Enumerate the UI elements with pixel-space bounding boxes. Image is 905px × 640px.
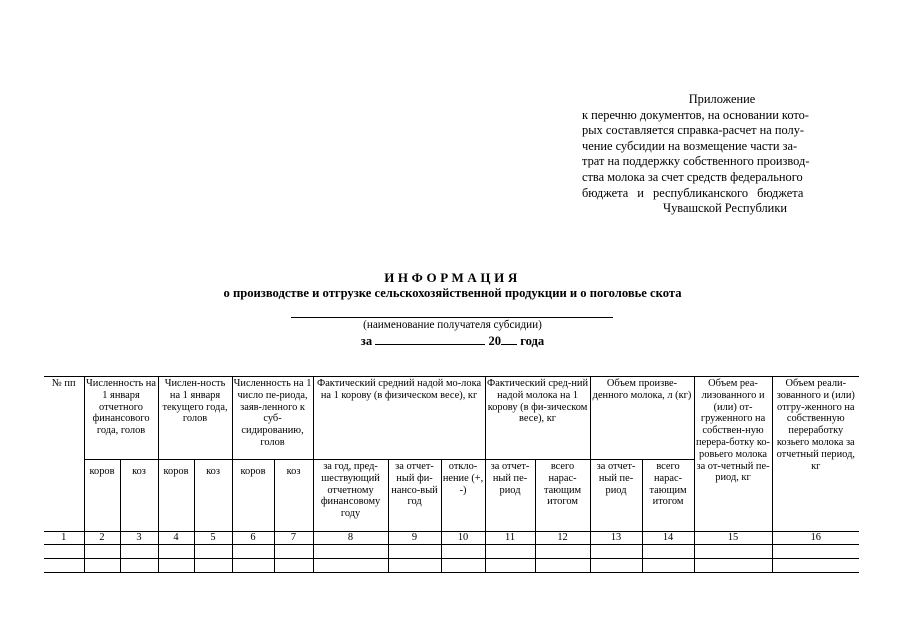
table-row	[44, 558, 859, 572]
header-number: № пп	[44, 377, 84, 532]
table-cell[interactable]	[388, 558, 441, 572]
table-cell[interactable]	[535, 544, 590, 558]
period-line	[0, 333, 905, 349]
header-avg-yield-period: Фактический сред-ний надой молока на 1 корову (в фи-зическом весе), кг	[485, 377, 590, 460]
table-cell[interactable]	[485, 544, 535, 558]
recipient-caption: (наименование получателя субсидии)	[363, 319, 542, 331]
header-avg-yield-year: Фактический средний надой мо-лока на 1 корову (в физическом весе), кг	[313, 377, 485, 460]
subheader-reporting-period: за отчет-ный пе-риод	[590, 460, 642, 532]
column-number: 1	[44, 532, 84, 545]
table-cell[interactable]	[232, 558, 274, 572]
header-count-jan-reporting: Численность на 1 января отчетного финансового года, голов	[84, 377, 158, 460]
table-cell[interactable]	[84, 544, 120, 558]
subheader-cows: коров	[232, 460, 274, 532]
header-cow-milk-shipped: Объем реа-лизованного и (или) от-груженного на собствен-ную перера-ботку ко-ровьего молока за от-четный пе-риод, кг	[694, 377, 772, 532]
livestock-table	[44, 376, 859, 573]
table-cell[interactable]	[772, 544, 859, 558]
column-number: 5	[194, 532, 232, 545]
subheader-goats: коз	[120, 460, 158, 532]
column-number: 13	[590, 532, 642, 545]
table-cell[interactable]	[441, 544, 485, 558]
appendix-heading: Приложение	[688, 92, 756, 106]
table-cell[interactable]	[694, 544, 772, 558]
subheader-prev-year: за год, пред-шествующий отчетному финансовому году	[313, 460, 388, 532]
column-number: 6	[232, 532, 274, 545]
table-cell[interactable]	[194, 558, 232, 572]
table-cell[interactable]	[194, 544, 232, 558]
subheader-reporting-year: за отчет-ный фи-нансо-вый год	[388, 460, 441, 532]
column-number: 12	[535, 532, 590, 545]
appendix-line: рых составляется справка-расчет на полу-	[582, 123, 805, 138]
header-milk-produced: Объем произве-денного молока, л (кг)	[590, 377, 694, 460]
subheader-goats: коз	[274, 460, 313, 532]
subheader-cows: коров	[158, 460, 194, 532]
appendix-last-line: Чувашской Республики	[663, 201, 787, 216]
table-cell[interactable]	[590, 558, 642, 572]
period-prefix: за	[360, 334, 373, 348]
table-cell[interactable]	[313, 544, 388, 558]
table-cell[interactable]	[84, 558, 120, 572]
recipient-blank-line	[291, 317, 613, 318]
table-cell[interactable]	[485, 558, 535, 572]
table-cell[interactable]	[158, 558, 194, 572]
table-cell[interactable]	[642, 558, 694, 572]
column-number: 8	[313, 532, 388, 545]
header-count-jan-current: Числен-ность на 1 января текущего года, голов	[158, 377, 232, 460]
table-cell[interactable]	[274, 558, 313, 572]
table-cell[interactable]	[232, 544, 274, 558]
column-number: 15	[694, 532, 772, 545]
table-row	[44, 544, 859, 558]
table-cell[interactable]	[44, 544, 84, 558]
subheader-goats: коз	[194, 460, 232, 532]
table-cell[interactable]	[694, 558, 772, 572]
column-number: 3	[120, 532, 158, 545]
appendix-line: к перечню документов, на основании кото-	[582, 107, 809, 122]
table-cell[interactable]	[120, 544, 158, 558]
table-cell[interactable]	[590, 544, 642, 558]
header-count-period: Численность на 1 число пе-риода, заяв-ленного к суб-сидированию, голов	[232, 377, 313, 460]
year-blank	[501, 333, 517, 345]
header-goat-milk-shipped: Объем реали-зованного и (или) отгру-женного на собственную переработку козьего молока за отчетный период, кг	[772, 377, 859, 532]
table-cell[interactable]	[772, 558, 859, 572]
document-title: ИНФОРМАЦИЯ	[384, 270, 521, 285]
table-cell[interactable]	[274, 544, 313, 558]
appendix-line: бюджета и республиканского бюджета	[582, 185, 804, 200]
subheader-cumulative: всего нарас-тающим итогом	[642, 460, 694, 532]
column-number: 16	[772, 532, 859, 545]
table-cell[interactable]	[158, 544, 194, 558]
column-number: 11	[485, 532, 535, 545]
column-number: 9	[388, 532, 441, 545]
subheader-cumulative: всего нарас-тающим итогом	[535, 460, 590, 532]
table-cell[interactable]	[642, 544, 694, 558]
table-cell[interactable]	[441, 558, 485, 572]
column-number: 10	[441, 532, 485, 545]
column-number: 7	[274, 532, 313, 545]
period-year-prefix: 20	[488, 334, 502, 348]
table-cell[interactable]	[120, 558, 158, 572]
column-number: 14	[642, 532, 694, 545]
table-cell[interactable]	[388, 544, 441, 558]
appendix-line: трат на поддержку собственного производ-	[582, 154, 810, 169]
subheader-reporting-period: за отчет-ный пе-риод	[485, 460, 535, 532]
subheader-deviation: откло-нение (+, -)	[441, 460, 485, 532]
appendix-block	[582, 92, 844, 217]
period-blank	[375, 333, 485, 345]
table-cell[interactable]	[535, 558, 590, 572]
document-subtitle: о производстве и отгрузке сельскохозяйственной продукции и о поголовье скота	[223, 286, 682, 300]
column-number: 2	[84, 532, 120, 545]
table-cell[interactable]	[313, 558, 388, 572]
column-number: 4	[158, 532, 194, 545]
subheader-cows: коров	[84, 460, 120, 532]
table-cell[interactable]	[44, 558, 84, 572]
appendix-line: чение субсидии на возмещение части за-	[582, 138, 798, 153]
appendix-line: ства молока за счет средств федерального	[582, 169, 803, 184]
period-suffix: года	[520, 334, 545, 348]
